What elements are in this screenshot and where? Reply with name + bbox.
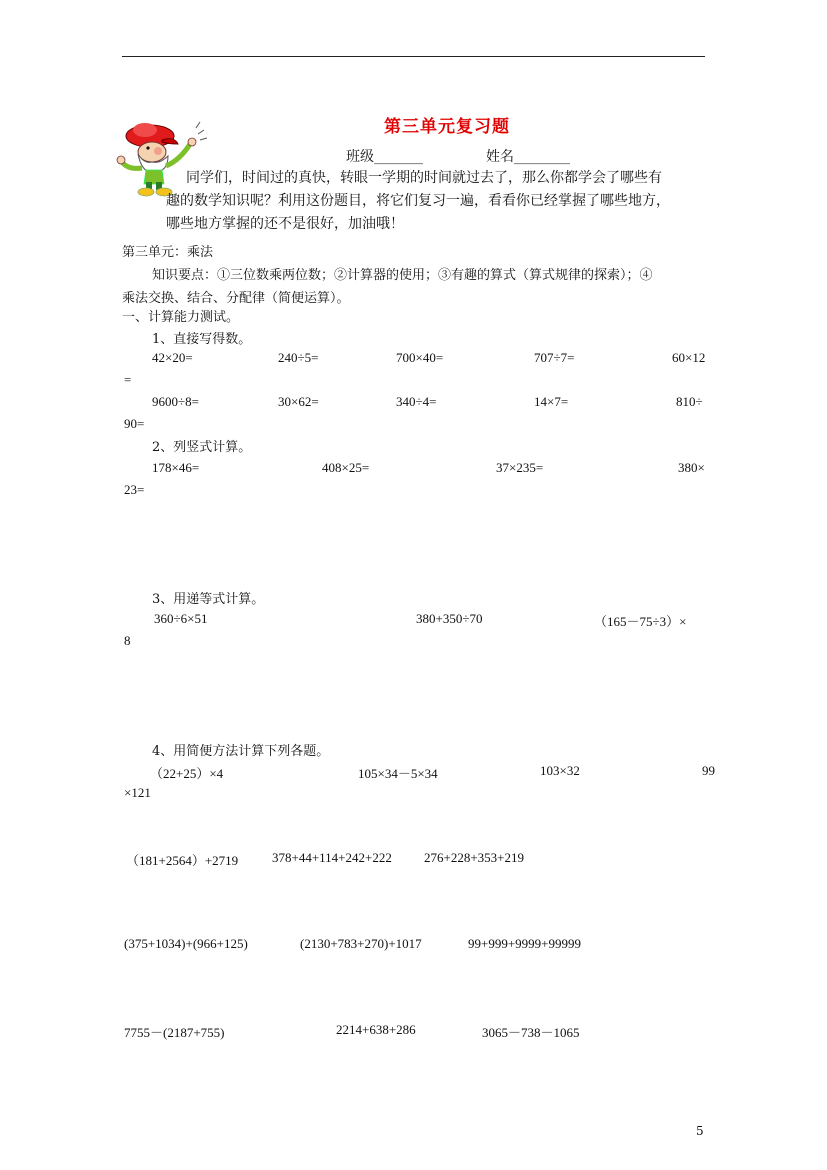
- problem: (375+1034)+(966+125): [124, 936, 248, 951]
- problem: 276+228+353+219: [424, 850, 524, 865]
- problem: 3065－738－1065: [482, 1025, 580, 1040]
- problem: 99: [702, 763, 715, 778]
- problem: 2214+638+286: [336, 1022, 416, 1037]
- name-field-label: 姓名________: [486, 149, 570, 165]
- problem: 60×12: [672, 350, 706, 365]
- problem: 240÷5=: [278, 350, 319, 365]
- knowledge-points: 知识要点：①三位数乘两位数；②计算器的使用；③有趣的算式（算式规律的探索）；④: [152, 268, 653, 283]
- problem: 105×34－5×34: [358, 766, 438, 781]
- problem-wrap: 23=: [124, 482, 145, 497]
- page-title: 第三单元复习题: [384, 117, 510, 137]
- problem: （181+2564）+2719: [126, 853, 239, 868]
- problem: 7755－(2187+755): [124, 1025, 225, 1040]
- page-number: 5: [696, 1124, 704, 1138]
- problem: 99+999+9999+99999: [468, 936, 581, 951]
- problem: 408×25=: [322, 460, 370, 475]
- problem: 340÷4=: [396, 394, 437, 409]
- problem-wrap: =: [124, 372, 132, 387]
- problem-wrap: 8: [124, 633, 131, 648]
- question-heading: 4、用简便方法计算下列各题。: [152, 744, 330, 759]
- question-heading: 3、用递等式计算。: [152, 592, 265, 607]
- problem: 42×20=: [152, 350, 193, 365]
- unit-heading: 第三单元：乘法: [122, 245, 214, 260]
- intro-line: 同学们，时间过的真快，转眼一学期的时间就过去了，那么你都学会了哪些有: [186, 170, 662, 186]
- problem: (2130+783+270)+1017: [300, 936, 422, 951]
- problem: 30×62=: [278, 394, 319, 409]
- section-heading: 一、计算能力测试。: [122, 310, 240, 325]
- problem: 380+350÷70: [416, 611, 483, 626]
- problem: （22+25）×4: [150, 766, 224, 781]
- problem: 14×7=: [534, 394, 569, 409]
- intro-line: 哪些地方掌握的还不是很好，加油哦！: [166, 216, 404, 232]
- problem: 380×: [678, 460, 705, 475]
- problem: 810÷: [676, 394, 703, 409]
- intro-line: 趣的数学知识呢？利用这份题目，将它们复习一遍，看看你已经掌握了哪些地方，: [166, 193, 670, 209]
- problem: 378+44+114+242+222: [272, 850, 392, 865]
- problem: 9600÷8=: [152, 394, 199, 409]
- problem-wrap: 90=: [124, 416, 145, 431]
- knowledge-points-cont: 乘法交换、结合、分配律（简便运算）。: [122, 291, 350, 306]
- header-rule: [122, 56, 705, 57]
- problem: 360÷6×51: [154, 611, 208, 626]
- problem: 700×40=: [396, 350, 444, 365]
- problem: 103×32: [540, 763, 580, 778]
- question-heading: 2、列竖式计算。: [152, 440, 252, 455]
- problem: 37×235=: [496, 460, 544, 475]
- problem: （165－75÷3）×: [594, 614, 687, 629]
- question-heading: 1、直接写得数。: [152, 332, 252, 347]
- problem: 178×46=: [152, 460, 200, 475]
- class-field-label: 班级_______: [346, 149, 423, 165]
- problem-wrap: ×121: [124, 785, 151, 800]
- problem: 707÷7=: [534, 350, 575, 365]
